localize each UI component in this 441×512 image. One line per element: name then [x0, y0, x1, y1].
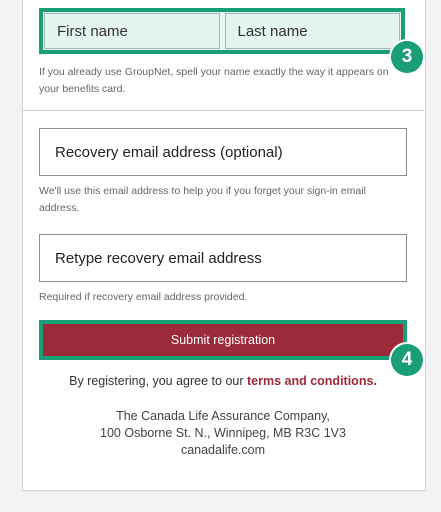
name-help-text: If you already use GroupNet, spell your name exactly the way it appears on your benefits card.	[39, 66, 389, 95]
recovery-email-input[interactable]	[39, 128, 407, 176]
terms-link[interactable]: terms and conditions.	[247, 374, 377, 388]
submit-highlight	[39, 320, 407, 360]
retype-recovery-email-input[interactable]	[39, 234, 407, 282]
first-name-field[interactable]	[44, 13, 220, 49]
step-badge-4: 4	[391, 344, 423, 376]
company-name: The Canada Life Assurance Company,	[116, 409, 330, 423]
section-divider	[22, 110, 424, 111]
last-name-field[interactable]	[225, 13, 401, 49]
company-website: canadalife.com	[180, 443, 266, 457]
last-name-placeholder: Last name	[237, 22, 308, 40]
step-badge-3: 3	[391, 41, 423, 73]
company-street: 100 Osborne St. N., Winnipeg, MB R3C 1V3	[100, 426, 346, 440]
submit-registration-button[interactable]: Submit registration	[43, 324, 403, 356]
company-address	[22, 408, 424, 459]
retype-email-help-text: Required if recovery email address provided.	[39, 291, 248, 303]
first-name-placeholder: First name	[57, 22, 128, 40]
name-fields-highlight	[39, 8, 405, 54]
terms-notice	[22, 374, 424, 388]
terms-prefix: By registering, you agree to our	[69, 374, 244, 388]
recovery-email-help-text: We'll use this email address to help you if you forget your sign-in email address.	[39, 185, 366, 214]
